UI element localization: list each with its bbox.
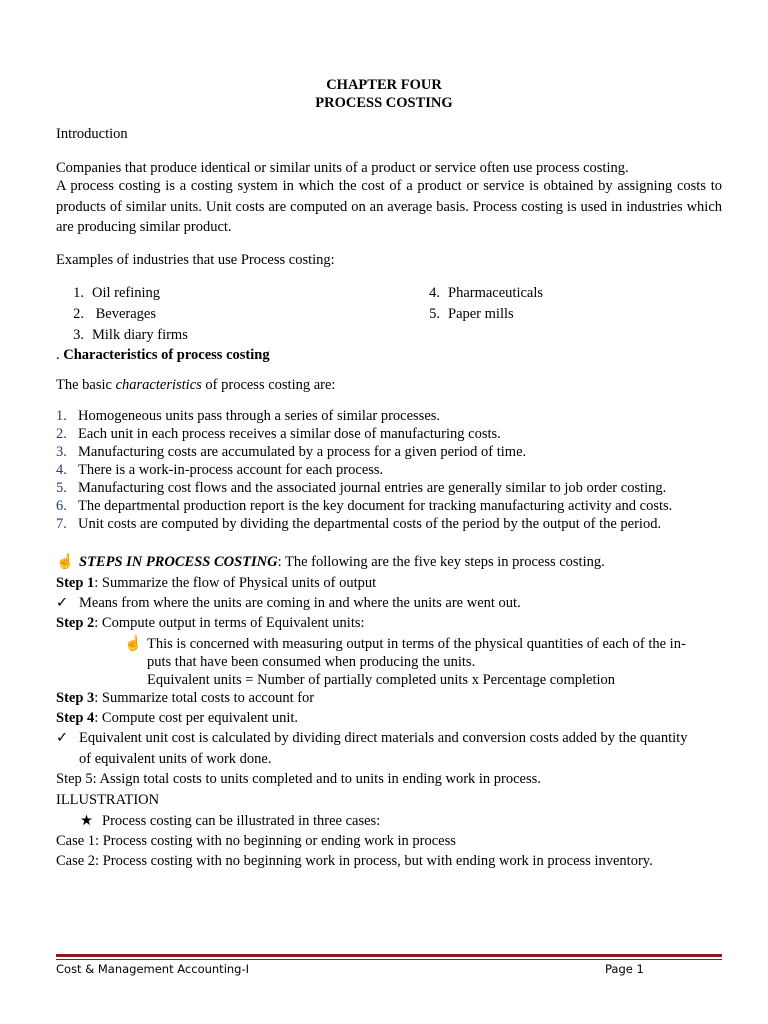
intro-paragraph-2: A process costing is a costing system in which the cost of a product or service is obtained by assigning costs to products of similar units. Unit costs are computed on an average basis. Process costing is used in industries which are producing similar product. [56, 178, 722, 235]
characteristics-intro: The basic characteristics of process costing are: [56, 377, 336, 393]
illustration-heading: ILLUSTRATION [56, 792, 160, 808]
pointing-hand-icon: ☝ [56, 554, 75, 570]
step-4: Step 4: Compute cost per equivalent unit. [56, 710, 299, 726]
example-item: 1. Oil refining [73, 285, 161, 301]
footer-divider [56, 954, 722, 957]
chapter-label: CHAPTER FOUR [326, 77, 442, 93]
example-item: 3. Milk diary firms [73, 327, 188, 343]
example-item: 2. Beverages [73, 306, 157, 322]
footer-course-title: Cost & Management Accounting-I [56, 962, 250, 976]
step-2-note-line-2: puts that have been consumed when producing the units. [147, 654, 476, 670]
step-2-formula: Equivalent units = Number of partially completed units x Percentage completion [147, 672, 616, 688]
pointing-hand-icon: ☝ [124, 636, 143, 652]
checkmark-icon: ✓ [56, 730, 69, 746]
case-1: Case 1: Process costing with no beginning or ending work in process [56, 833, 456, 849]
star-icon: ★ [80, 813, 93, 829]
characteristic-item: 7. Unit costs are computed by dividing the departmental costs of the period by the output of the period. [56, 516, 662, 532]
step-1: Step 1: Summarize the flow of Physical units of output [56, 575, 377, 591]
footer-page-number: Page 1 [605, 962, 644, 976]
step-2: Step 2: Compute output in terms of Equivalent units: [56, 615, 365, 631]
characteristic-item: 6. The departmental production report is the key document for tracking manufacturing activity and costs. [56, 498, 673, 514]
step-2-note-line-1: This is concerned with measuring output in terms of the physical quantities of each of the in- [147, 636, 686, 652]
intro-heading: Introduction [56, 126, 128, 142]
step-4-note-line-1: ✓ Equivalent unit cost is calculated by dividing direct materials and conversion costs added by the quantity [56, 730, 688, 746]
step-5: Step 5: Assign total costs to units completed and to units in ending work in process. [56, 771, 541, 787]
case-2: Case 2: Process costing with no beginning work in process, but with ending work in process inventory. [56, 853, 653, 869]
characteristics-heading: . Characteristics of process costing [56, 347, 270, 363]
example-item: 5. Paper mills [429, 306, 514, 322]
characteristic-item: 5. Manufacturing cost flows and the associated journal entries are generally similar to job order costing. [56, 480, 667, 496]
step-4-note-line-2: of equivalent units of work done. [79, 751, 272, 767]
example-item: 4. Pharmaceuticals [429, 285, 544, 301]
step-3: Step 3: Summarize total costs to account for [56, 690, 315, 706]
steps-heading: ☝ STEPS IN PROCESS COSTING: The following are the five key steps in process costing. [56, 554, 605, 570]
page-title: PROCESS COSTING [315, 95, 453, 111]
intro-paragraph-1: Companies that produce identical or similar units of a product or service often use process costing. [56, 160, 629, 176]
footer-divider [56, 959, 722, 960]
characteristic-item: 4. There is a work-in-process account for each process. [56, 462, 384, 478]
step-1-note: ✓ Means from where the units are coming in and where the units are went out. [56, 595, 521, 611]
checkmark-icon: ✓ [56, 595, 69, 611]
illustration-note: ★ Process costing can be illustrated in three cases: [80, 813, 381, 829]
characteristic-item: 2. Each unit in each process receives a similar dose of manufacturing costs. [56, 426, 501, 442]
examples-heading: Examples of industries that use Process costing: [56, 252, 335, 268]
characteristic-item: 3. Manufacturing costs are accumulated by a process for a given period of time. [56, 444, 527, 460]
characteristic-item: 1. Homogeneous units pass through a series of similar processes. [56, 408, 441, 424]
